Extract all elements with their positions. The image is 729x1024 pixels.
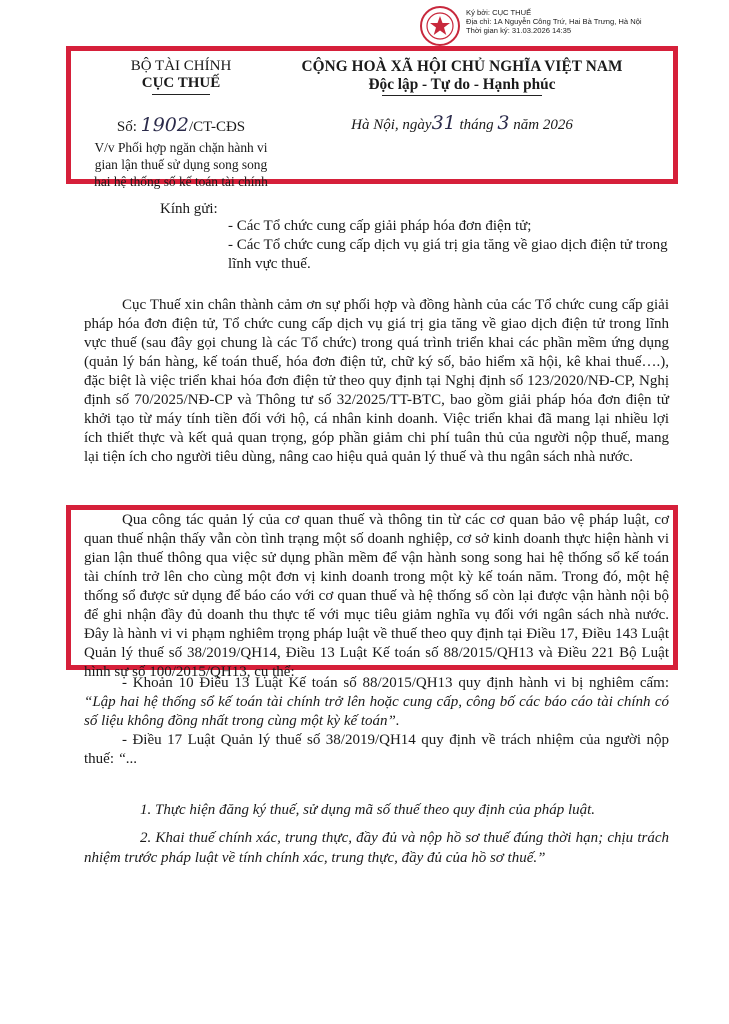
bullet-1-quote: “Lập hai hệ thống sổ kế toán tài chính trở lên hoặc cung cấp, công bố các báo cáo tài chính có số liệu không đồng nhất trong cùng một kỳ kế toán”.: [84, 694, 669, 729]
ministry-name: BỘ TÀI CHÍNH: [130, 58, 232, 74]
recipient-2: [228, 236, 668, 274]
bullet-1: [84, 674, 669, 731]
body-paragraph-2: Qua công tác quản lý của cơ quan thuế và thông tin từ các cơ quan bảo vệ pháp luật, cơ quan thuế nhận thấy vẫn còn tình trạng một số doanh nghiệp, cơ sở kinh doanh thực hiện hành vi gian lận thuế thông qua việc sử dụng phần mềm để vận hành song song hai hệ thống sổ kế toán tài chính trở lên cho cùng một đơn vị kinh doanh trong một kỳ kế toán năm. Trong đó, một hệ thống sổ được sử dụng để báo cáo với cơ quan thuế và hệ thống sổ còn lại được vận hành nội bộ để ghi nhận đầy đủ doanh thu thực tế với mục tiêu giảm nghĩa vụ đối với ngân sách nhà nước. Đây là hành vi vi phạm nghiêm trọng pháp luật về thuế theo quy định tại Điều 17, Điều 143 Luật Quản lý thuế số 38/2019/QH14, Điều 13 Luật Kế toán số 88/2015/QH13 và Điều 221 Bộ Luật hình sự số 100/2015/QH13, cụ thể:: [84, 512, 669, 680]
quote-clause-1: 1. Thực hiện đăng ký thuế, sử dụng mã số thuế theo quy định của pháp luật.: [140, 802, 596, 818]
signer-text: Ký bởi: CỤC THUẾ: [466, 8, 532, 17]
place-prefix: Hà Nội, ngày: [351, 117, 432, 133]
day-handwritten: 31: [431, 112, 456, 134]
quote-clause-2: 2. Khai thuế chính xác, trung thực, đầy đủ và nộp hồ sơ thuế đúng thời hạn; chịu trách nhiệm trước pháp luật về tính chính xác, trung thực, đầy đủ của hồ sơ thuế.”: [84, 830, 669, 866]
nation-name: CỘNG HOÀ XÃ HỘI CHỦ NGHĨA VIỆT NAM: [301, 58, 623, 75]
place-date: [280, 113, 644, 135]
document-number: [86, 114, 276, 136]
national-motto: Độc lập - Tự do - Hạnh phúc: [368, 76, 556, 93]
sign-time: Thời gian ký: 31.03.2026 14:35: [466, 26, 572, 35]
bullet-2: [84, 731, 669, 769]
national-header: [280, 58, 644, 135]
document-subject: V/v Phối hợp ngăn chặn hành vi gian lận thuế sử dụng song song hai hệ thống số kế toán tài chính: [94, 140, 268, 189]
digital-signature-block: [466, 8, 724, 35]
recipient-1: - Các Tổ chức cung cấp giải pháp hóa đơn điện tử;: [228, 218, 532, 234]
number-suffix: /CT-CĐS: [188, 119, 246, 135]
recipient-2-text: - Các Tổ chức cung cấp dịch vụ giá trị gia tăng về giao dịch điện tử trong lĩnh vực thuế.: [228, 237, 668, 272]
year-text: năm 2026: [513, 117, 573, 133]
body-paragraph-1: Cục Thuế xin chân thành cảm ơn sự phối hợp và đồng hành của các Tổ chức cung cấp giải pháp hóa đơn điện tử, Tổ chức cung cấp dịch vụ giá trị gia tăng về giao dịch điện tử trong lĩnh vực thuế (sau đây gọi chung là các Tổ chức) trong quá trình triển khai các phần mềm ứng dụng (quản lý bán hàng, kế toán thuế, hóa đơn điện tử, chữ ký số, bảo hiểm xã hội, kê khai thuế….), đặc biệt là việc triển khai hóa đơn điện tử theo quy định tại Nghị định số 123/2020/NĐ-CP, Nghị định số 70/2025/NĐ-CP và Thông tư số 32/2025/TT-BTC, bao gồm giải pháp hóa đơn điện tử khởi tạo từ máy tính tiền đối với hộ, cá nhân kinh doanh. Việc triển khai đã mang lại nhiều lợi ích thiết thực và kết quả quan trọng, góp phần giảm chi phí tuân thủ của người nộp thuế, mang lại tiện ích cho người tiêu dùng, nâng cao hiệu quả quản lý thuế và thu ngân sách nhà nước.: [84, 297, 669, 465]
number-handwritten: 1902: [140, 114, 189, 136]
month-label: tháng: [459, 117, 494, 133]
month-handwritten: 3: [497, 112, 510, 134]
department-underline: [152, 94, 210, 95]
bullet-2-quote: “...: [117, 751, 138, 767]
issuer-header: [86, 58, 276, 190]
signer-address: Địa chỉ: 1A Nguyễn Công Trứ, Hai Bà Trưng, Hà Nội: [466, 17, 642, 26]
bullet-1-lead: - Khoản 10 Điều 13 Luật Kế toán số 88/2015/QH13 quy định hành vi bị nghiêm cấm:: [122, 675, 669, 691]
department-name: CỤC THUẾ: [141, 75, 221, 91]
bullet-2-lead: - Điều 17 Luật Quản lý thuế số 38/2019/QH14 quy định về trách nhiệm của người nộp thuế:: [84, 732, 669, 767]
number-prefix: Số:: [116, 119, 137, 135]
greeting-label: Kính gửi:: [160, 201, 218, 217]
emblem-seal-icon: [418, 4, 462, 48]
motto-underline: [382, 95, 542, 96]
